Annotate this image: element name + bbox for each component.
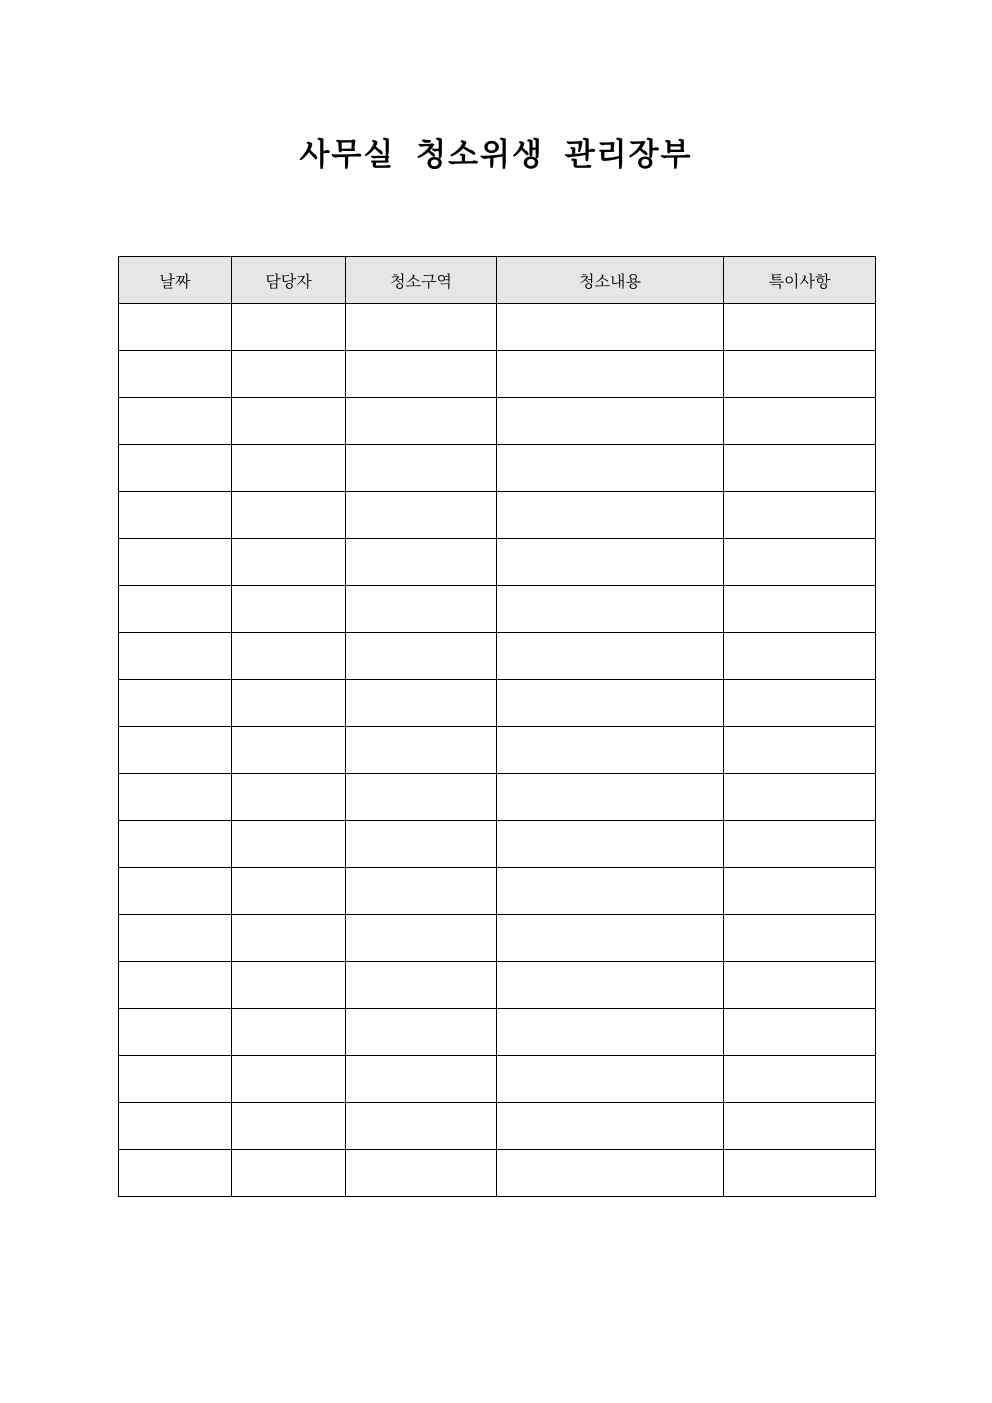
date-cell[interactable] xyxy=(119,351,232,398)
date-cell[interactable] xyxy=(119,586,232,633)
cleaning-details-cell[interactable] xyxy=(497,1056,724,1103)
column-header-remarks: 특이사항 xyxy=(724,257,876,304)
remarks-cell[interactable] xyxy=(724,1009,876,1056)
table-row xyxy=(119,962,876,1009)
cleaning-details-cell[interactable] xyxy=(497,727,724,774)
manager-cell[interactable] xyxy=(232,633,346,680)
date-cell[interactable] xyxy=(119,445,232,492)
table-row xyxy=(119,351,876,398)
cleaning-area-cell[interactable] xyxy=(346,727,497,774)
table-row xyxy=(119,1103,876,1150)
manager-cell[interactable] xyxy=(232,821,346,868)
manager-cell[interactable] xyxy=(232,868,346,915)
manager-cell[interactable] xyxy=(232,586,346,633)
column-header-cleaning-area: 청소구역 xyxy=(346,257,497,304)
column-header-cleaning-details: 청소내용 xyxy=(497,257,724,304)
date-cell[interactable] xyxy=(119,1009,232,1056)
date-cell[interactable] xyxy=(119,304,232,351)
manager-cell[interactable] xyxy=(232,304,346,351)
cleaning-details-cell[interactable] xyxy=(497,868,724,915)
cleaning-area-cell[interactable] xyxy=(346,398,497,445)
table-body xyxy=(119,304,876,1197)
date-cell[interactable] xyxy=(119,915,232,962)
cleaning-area-cell[interactable] xyxy=(346,351,497,398)
manager-cell[interactable] xyxy=(232,539,346,586)
cleaning-details-cell[interactable] xyxy=(497,1009,724,1056)
cleaning-area-cell[interactable] xyxy=(346,1103,497,1150)
date-cell[interactable] xyxy=(119,492,232,539)
cleaning-area-cell[interactable] xyxy=(346,492,497,539)
manager-cell[interactable] xyxy=(232,915,346,962)
table-row xyxy=(119,868,876,915)
cleaning-area-cell[interactable] xyxy=(346,1009,497,1056)
page-title: 사무실 청소위생 관리장부 xyxy=(299,137,693,173)
remarks-cell[interactable] xyxy=(724,774,876,821)
date-cell[interactable] xyxy=(119,398,232,445)
cleaning-details-cell[interactable] xyxy=(497,351,724,398)
cleaning-details-cell[interactable] xyxy=(497,492,724,539)
cleaning-details-cell[interactable] xyxy=(497,398,724,445)
cleaning-details-cell[interactable] xyxy=(497,774,724,821)
remarks-cell[interactable] xyxy=(724,1103,876,1150)
remarks-cell[interactable] xyxy=(724,633,876,680)
cleaning-area-cell[interactable] xyxy=(346,868,497,915)
table-row xyxy=(119,1009,876,1056)
cleaning-area-cell[interactable] xyxy=(346,774,497,821)
manager-cell[interactable] xyxy=(232,445,346,492)
cleaning-area-cell[interactable] xyxy=(346,1150,497,1197)
date-cell[interactable] xyxy=(119,821,232,868)
cleaning-area-cell[interactable] xyxy=(346,821,497,868)
cleaning-area-cell[interactable] xyxy=(346,445,497,492)
manager-cell[interactable] xyxy=(232,1056,346,1103)
manager-cell[interactable] xyxy=(232,680,346,727)
table-row xyxy=(119,680,876,727)
cleaning-details-cell[interactable] xyxy=(497,680,724,727)
table-row xyxy=(119,1150,876,1197)
remarks-cell[interactable] xyxy=(724,539,876,586)
table-row xyxy=(119,633,876,680)
column-header-date: 날짜 xyxy=(119,257,232,304)
table-row xyxy=(119,304,876,351)
remarks-cell[interactable] xyxy=(724,586,876,633)
remarks-cell[interactable] xyxy=(724,398,876,445)
cleaning-details-cell[interactable] xyxy=(497,962,724,1009)
manager-cell[interactable] xyxy=(232,398,346,445)
cleaning-area-cell[interactable] xyxy=(346,1056,497,1103)
remarks-cell[interactable] xyxy=(724,915,876,962)
manager-cell[interactable] xyxy=(232,1103,346,1150)
manager-cell[interactable] xyxy=(232,1009,346,1056)
cleaning-area-cell[interactable] xyxy=(346,915,497,962)
manager-cell[interactable] xyxy=(232,351,346,398)
date-cell[interactable] xyxy=(119,962,232,1009)
date-cell[interactable] xyxy=(119,680,232,727)
cleaning-details-cell[interactable] xyxy=(497,915,724,962)
date-cell[interactable] xyxy=(119,539,232,586)
remarks-cell[interactable] xyxy=(724,304,876,351)
cleaning-details-cell[interactable] xyxy=(497,586,724,633)
header-row xyxy=(119,257,876,304)
date-cell[interactable] xyxy=(119,1056,232,1103)
remarks-cell[interactable] xyxy=(724,445,876,492)
date-cell[interactable] xyxy=(119,633,232,680)
table-row xyxy=(119,774,876,821)
table-row xyxy=(119,539,876,586)
remarks-cell[interactable] xyxy=(724,492,876,539)
date-cell[interactable] xyxy=(119,1150,232,1197)
remarks-cell[interactable] xyxy=(724,868,876,915)
table-row xyxy=(119,1056,876,1103)
cleaning-area-cell[interactable] xyxy=(346,304,497,351)
manager-cell[interactable] xyxy=(232,492,346,539)
cleaning-details-cell[interactable] xyxy=(497,304,724,351)
cleaning-details-cell[interactable] xyxy=(497,445,724,492)
remarks-cell[interactable] xyxy=(724,1150,876,1197)
cleaning-area-cell[interactable] xyxy=(346,586,497,633)
date-cell[interactable] xyxy=(119,727,232,774)
remarks-cell[interactable] xyxy=(724,962,876,1009)
table-row xyxy=(119,586,876,633)
cleaning-details-cell[interactable] xyxy=(497,1150,724,1197)
cleaning-area-cell[interactable] xyxy=(346,539,497,586)
table-row xyxy=(119,445,876,492)
cleaning-details-cell[interactable] xyxy=(497,633,724,680)
cleaning-details-cell[interactable] xyxy=(497,539,724,586)
remarks-cell[interactable] xyxy=(724,1056,876,1103)
column-header-manager: 담당자 xyxy=(232,257,346,304)
manager-cell[interactable] xyxy=(232,774,346,821)
date-cell[interactable] xyxy=(119,1103,232,1150)
table-row xyxy=(119,398,876,445)
cleaning-area-cell[interactable] xyxy=(346,962,497,1009)
table-row xyxy=(119,727,876,774)
manager-cell[interactable] xyxy=(232,962,346,1009)
manager-cell[interactable] xyxy=(232,1150,346,1197)
table-row xyxy=(119,821,876,868)
cleaning-details-cell[interactable] xyxy=(497,821,724,868)
remarks-cell[interactable] xyxy=(724,680,876,727)
manager-cell[interactable] xyxy=(232,727,346,774)
table-row xyxy=(119,915,876,962)
cleaning-area-cell[interactable] xyxy=(346,633,497,680)
date-cell[interactable] xyxy=(119,868,232,915)
remarks-cell[interactable] xyxy=(724,351,876,398)
cleaning-log-table xyxy=(118,256,876,1197)
table-row xyxy=(119,492,876,539)
cleaning-area-cell[interactable] xyxy=(346,680,497,727)
remarks-cell[interactable] xyxy=(724,821,876,868)
remarks-cell[interactable] xyxy=(724,727,876,774)
date-cell[interactable] xyxy=(119,774,232,821)
cleaning-details-cell[interactable] xyxy=(497,1103,724,1150)
